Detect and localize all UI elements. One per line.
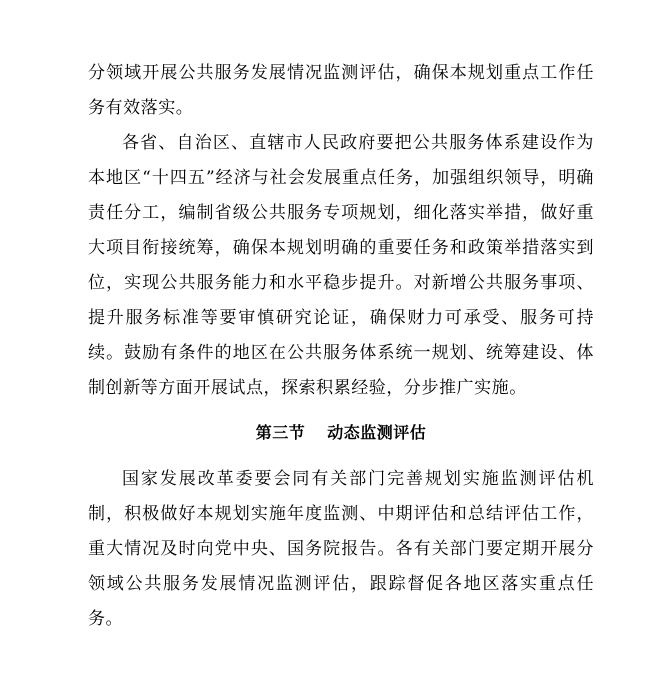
section-heading — [88, 418, 594, 448]
section-title: 动态监测评估 — [327, 423, 427, 442]
document-page — [88, 56, 594, 637]
paragraph-provincial-governments: 各省、自治区、直辖市人民政府要把公共服务体系建设作为本地区“十四五”经济与社会发展重点任务，加强组织领导，明确责任分工，编制省级公共服务专项规划，细化落实举措，做好重大项目衔接统筹，确保本规划明确的重要任务和政策举措落实到位，实现公共服务能力和水平稳步提升。对新增公共服务事项、提升服务标准等要审慎研究论证，确保财力可承受、服务可持续。鼓励有条件的地区在公共服务体系统一规划、统筹建设、体制创新等方面开展试点，探索积累经验，分步推广实施。 — [88, 133, 594, 398]
paragraph-monitoring-evaluation: 国家发展改革委要会同有关部门完善规划实施监测评估机制，积极做好本规划实施年度监测、中期评估和总结评估工作，重大情况及时向党中央、国务院报告。各有关部门要定期开展分领域公共服务发展情况监测评估，跟踪督促各地区落实重点任务。 — [88, 469, 594, 629]
section-number: 第三节 — [255, 423, 306, 442]
paragraph-continued: 分领域开展公共服务发展情况监测评估，确保本规划重点工作任务有效落实。 — [88, 63, 594, 118]
